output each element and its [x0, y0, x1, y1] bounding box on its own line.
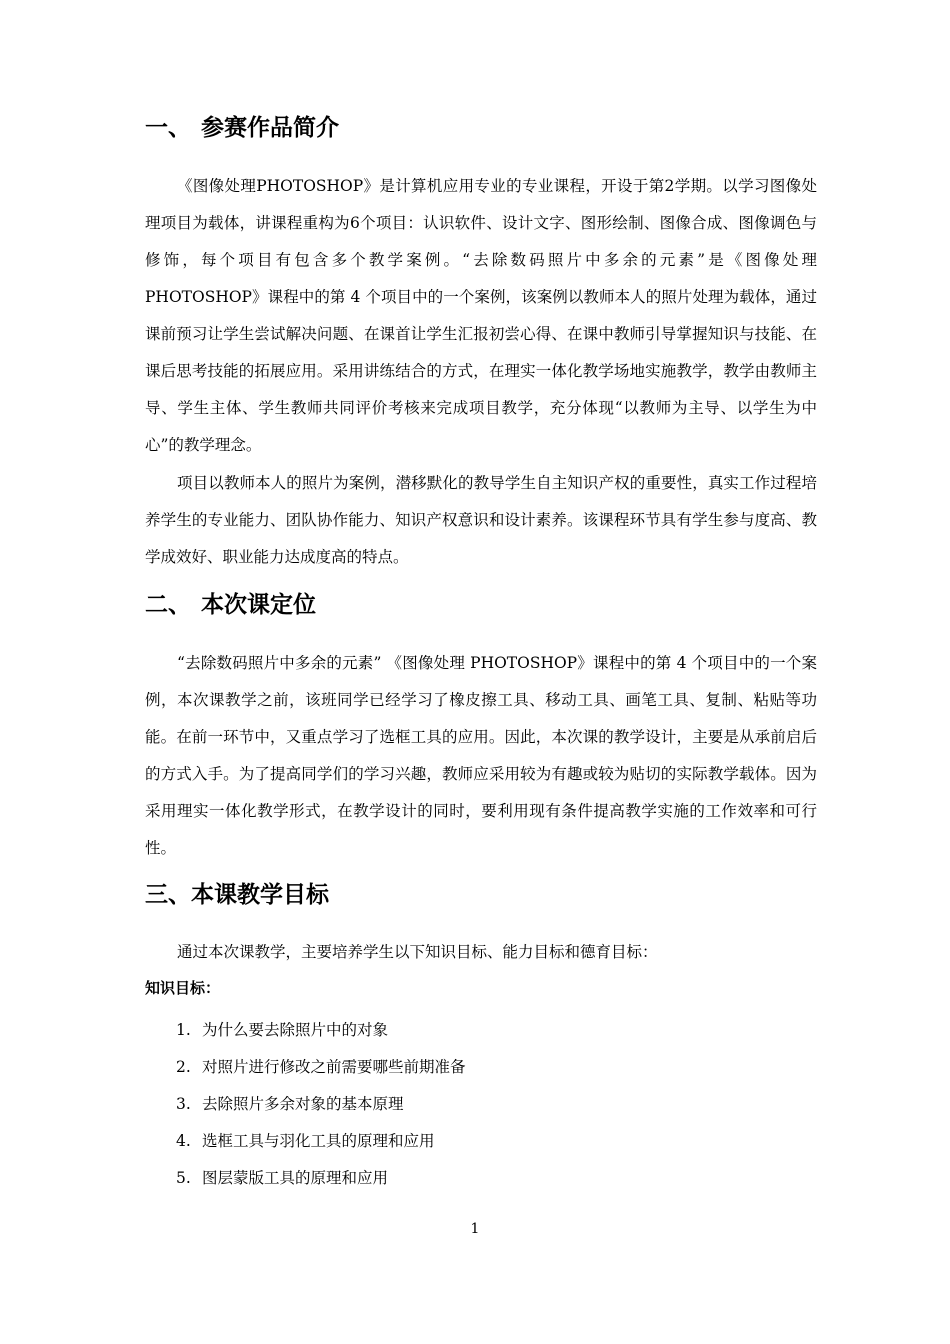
section-title: 参赛作品简介 [201, 115, 339, 141]
section-number: 一、 [145, 115, 191, 141]
list-text: 选框工具与羽化工具的原理和应用 [202, 1132, 435, 1150]
list-index: 1. [176, 1021, 191, 1039]
list-item [176, 1123, 466, 1160]
list-text: 为什么要去除照片中的对象 [202, 1021, 389, 1039]
paragraph: 通过本次课教学，主要培养学生以下知识目标、能力目标和德育目标： [177, 943, 658, 961]
list-index: 5. [176, 1169, 191, 1187]
section-number: 二、 [145, 592, 191, 618]
knowledge-objectives-label: 知识目标： [145, 979, 221, 997]
list-index: 2. [176, 1058, 191, 1076]
section-heading-objectives [145, 880, 329, 910]
list-index: 3. [176, 1095, 191, 1113]
objectives-list [176, 1012, 466, 1197]
list-item [176, 1049, 466, 1086]
page-number: 1 [470, 1221, 480, 1237]
list-text: 对照片进行修改之前需要哪些前期准备 [202, 1058, 466, 1076]
paragraph: 《图像处理PHOTOSHOP》是计算机应用专业的专业课程，开设于第2学期。以学习图像处理项目为载体，讲课程重构为6个项目：认识软件、设计文字、图形绘制、图像合成、图像调色与修饰，每个项目有包含多个教学案例。“去除数码照片中多余的元素”是《图像处理 PHOTOSHOP》课程中的第 4 个项目中的一个案例，该案例以教师本人的照片处理为载体，通过课前预习让学生尝试解决问题、在课首让学生汇报初尝心得、在课中教师引导掌握知识与技能、在课后思考技能的拓展应用。采用讲练结合的方式，在理实一体化教学场地实施教学，教学由教师主导、学生主体、学生教师共同评价考核来完成项目教学，充分体现“以教师为主导、以学生为中心”的教学理念。 [145, 177, 817, 454]
section-heading-positioning [145, 590, 316, 620]
list-text: 去除照片多余对象的基本原理 [202, 1095, 404, 1113]
list-item [176, 1012, 466, 1049]
paragraph: 项目以教师本人的照片为案例，潜移默化的教导学生自主知识产权的重要性，真实工作过程培养学生的专业能力、团队协作能力、知识产权意识和设计素养。该课程环节具有学生参与度高、教学成效好、职业能力达成度高的特点。 [145, 474, 817, 566]
list-item [176, 1160, 466, 1197]
list-item [176, 1086, 466, 1123]
section-title: 三、本课教学目标 [145, 882, 329, 908]
list-index: 4. [176, 1132, 191, 1150]
section-heading-intro [145, 113, 339, 143]
section-title: 本次课定位 [201, 592, 316, 618]
list-text: 图层蒙版工具的原理和应用 [202, 1169, 389, 1187]
paragraph: “去除数码照片中多余的元素” 《图像处理 PHOTOSHOP》课程中的第 4 个项目中的一个案例，本次课教学之前，该班同学已经学习了橡皮擦工具、移动工具、画笔工具、复制、粘贴等功能。在前一环节中，又重点学习了选框工具的应用。因此，本次课的教学设计，主要是从承前启后的方式入手。为了提高同学们的学习兴趣，教师应采用较为有趣或较为贴切的实际教学载体。因为采用理实一体化教学形式，在教学设计的同时，要利用现有条件提高教学实施的工作效率和可行性。 [145, 654, 817, 857]
